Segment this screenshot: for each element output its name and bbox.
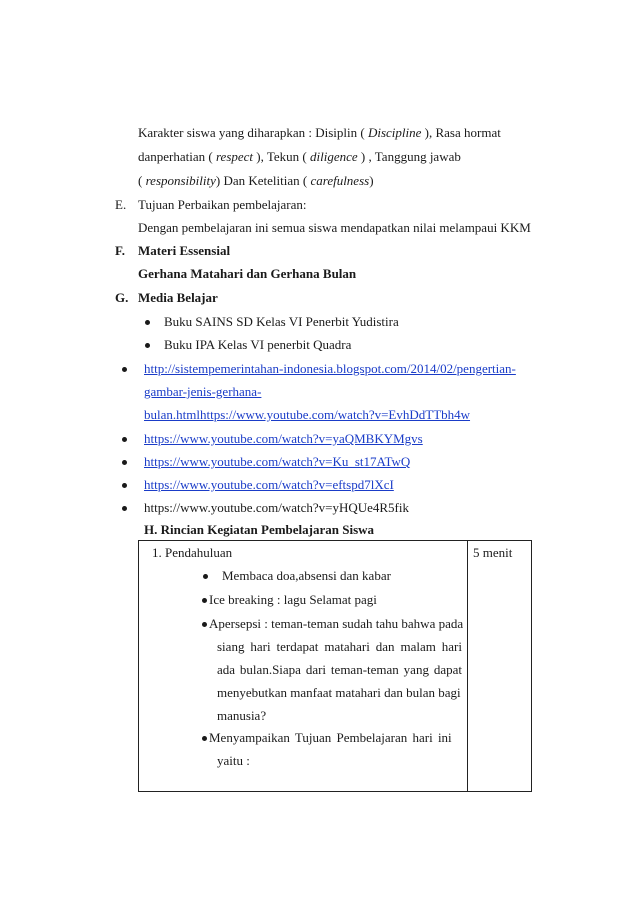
table-step: 1. Pendahuluan bbox=[152, 545, 233, 560]
section-e-text: Dengan pembelajaran ini semua siswa mendapatkan nilai melampaui KKM bbox=[138, 220, 531, 235]
section-f-subtitle: Gerhana Matahari dan Gerhana Bulan bbox=[138, 266, 357, 281]
bullet-icon bbox=[203, 574, 208, 579]
book-item: Buku SAINS SD Kelas VI Penerbit Yudistira bbox=[164, 314, 399, 329]
activity-item: Ice breaking : lagu Selamat pagi bbox=[202, 592, 377, 608]
karakter-line-2: danperhatian ( respect ), Tekun ( diligence ) , Tanggung jawab bbox=[138, 149, 461, 164]
section-f-title: Materi Essensial bbox=[138, 243, 231, 258]
section-h-heading: H. Rincian Kegiatan Pembelajaran Siswa bbox=[144, 522, 375, 537]
table-time: 5 menit bbox=[473, 545, 513, 560]
activity-text-line: yaitu : bbox=[217, 753, 250, 768]
activity-text-line: siang hari terdapat matahari dan malam hari bbox=[217, 639, 462, 654]
bullet-icon bbox=[202, 598, 207, 603]
karakter-line-1: Karakter siswa yang diharapkan : Disiplin ( Discipline ), Rasa hormat bbox=[138, 125, 501, 140]
activity-item: Membaca doa,absensi dan kabar bbox=[222, 568, 391, 583]
karakter-line-3: ( responsibility) Dan Ketelitian ( carefulness) bbox=[138, 173, 374, 188]
section-f-letter: F. bbox=[115, 243, 125, 258]
table-column-divider bbox=[467, 540, 468, 791]
bullet-icon bbox=[122, 483, 127, 488]
activity-text-line: ada bulan.Siapa dari teman-teman yang dapat bbox=[217, 662, 462, 677]
activity-text-line: manusia? bbox=[217, 708, 267, 723]
media-link[interactable]: https://www.youtube.com/watch?v=yaQMBKYMgvs bbox=[144, 431, 423, 446]
activity-item: Menyampaikan Tujuan Pembelajaran hari ini bbox=[202, 730, 462, 746]
media-link[interactable]: https://www.youtube.com/watch?v=eftspd7lXcI bbox=[144, 477, 394, 492]
bullet-icon bbox=[145, 343, 150, 348]
media-link[interactable]: bulan.htmlhttps://www.youtube.com/watch?v=EvhDdTTbh4w bbox=[144, 407, 471, 422]
bullet-icon bbox=[202, 736, 207, 741]
activity-item: Apersepsi : teman-teman sudah tahu bahwa pada bbox=[202, 616, 463, 632]
bullet-icon bbox=[122, 367, 127, 372]
activity-text-line: menyebutkan manfaat matahari dan bulan bagi bbox=[217, 685, 461, 700]
section-e-letter: E. bbox=[115, 197, 127, 212]
section-g-letter: G. bbox=[115, 290, 129, 305]
bullet-icon bbox=[202, 622, 207, 627]
media-link[interactable]: gambar-jenis-gerhana- bbox=[144, 384, 262, 399]
book-item: Buku IPA Kelas VI penerbit Quadra bbox=[164, 337, 352, 352]
media-link[interactable]: http://sistempemerintahan-indonesia.blogspot.com/2014/02/pengertian- bbox=[144, 361, 516, 376]
section-e-title: Tujuan Perbaikan pembelajaran: bbox=[138, 197, 307, 212]
bullet-icon bbox=[122, 437, 127, 442]
section-g-title: Media Belajar bbox=[138, 290, 218, 305]
media-link-plain: https://www.youtube.com/watch?v=yHQUe4R5fik bbox=[144, 500, 410, 515]
bullet-icon bbox=[122, 460, 127, 465]
bullet-icon bbox=[145, 320, 150, 325]
media-link[interactable]: https://www.youtube.com/watch?v=Ku_st17ATwQ bbox=[144, 454, 411, 469]
bullet-icon bbox=[122, 506, 127, 511]
